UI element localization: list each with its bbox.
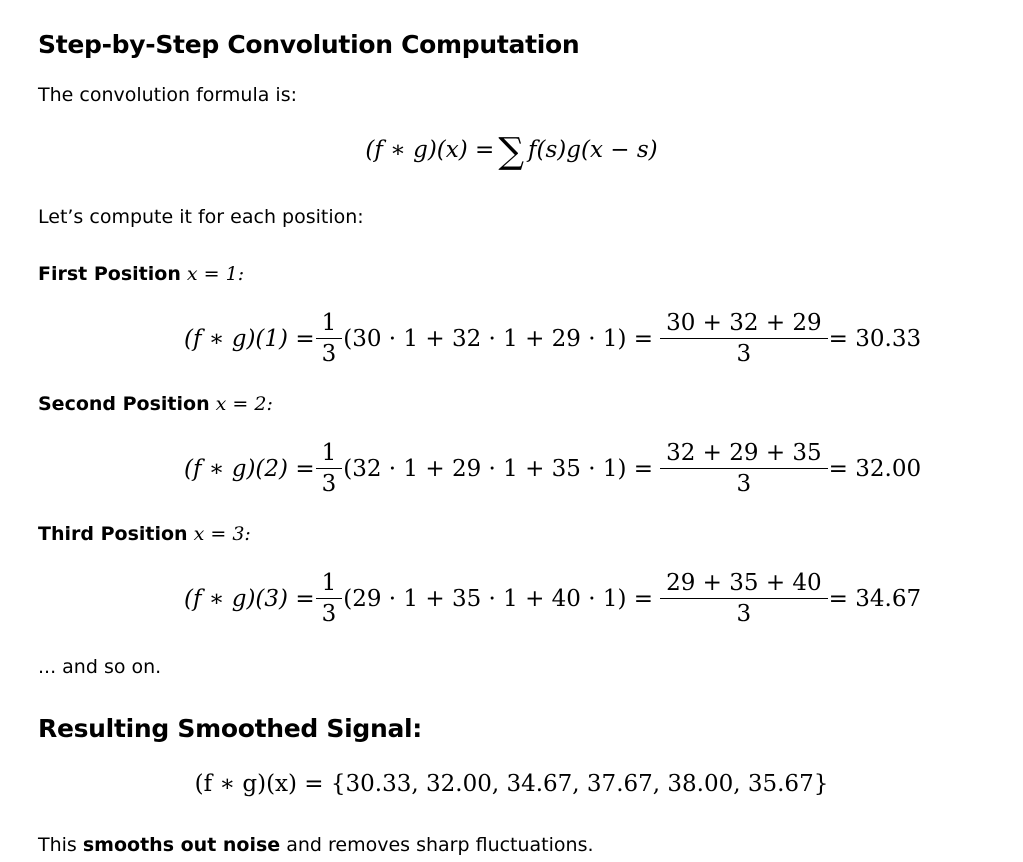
- conclusion-suffix: and removes sharp fluctuations.: [280, 834, 594, 856]
- conclusion-bold: smooths out noise: [82, 834, 281, 856]
- coef-numerator: 1: [321, 310, 337, 336]
- compute-intro-text: Let’s compute it for each position:: [38, 206, 364, 228]
- formula-rhs: f(s)g(x − s): [528, 137, 658, 163]
- result-formula: [0, 771, 1023, 797]
- coef-denominator: 3: [316, 338, 343, 367]
- position-2-var: x = 2:: [215, 393, 273, 415]
- position-3-equation: [0, 570, 1023, 627]
- position-3-lhs: (f ∗ g)(3) =: [184, 585, 315, 612]
- fraction-numerator: 32 + 29 + 35: [666, 440, 822, 466]
- position-1-var: x = 1:: [186, 263, 245, 285]
- position-1-expansion: (30 · 1 + 32 · 1 + 29 · 1) =: [343, 325, 654, 352]
- fraction-denominator: 3: [660, 468, 828, 497]
- position-3-var: x = 3:: [193, 523, 251, 545]
- fraction-denominator: 3: [660, 598, 828, 627]
- position-1-result: = 30.33: [828, 325, 922, 352]
- result-heading: Resulting Smoothed Signal:: [38, 714, 422, 743]
- position-1-lhs: (f ∗ g)(1) =: [184, 325, 315, 352]
- position-2-coefficient: [319, 440, 340, 497]
- coef-numerator: 1: [321, 440, 337, 466]
- intro-text: The convolution formula is:: [38, 84, 297, 106]
- page-title: Step-by-Step Convolution Computation: [38, 30, 580, 59]
- position-1-heading: [38, 263, 244, 285]
- position-1-equation: [0, 310, 1023, 367]
- and-so-on-text: ... and so on.: [38, 656, 162, 678]
- position-1-label: First Position: [38, 263, 181, 285]
- position-3-heading: [38, 523, 251, 545]
- convolution-formula: [0, 131, 1023, 172]
- position-2-result: = 32.00: [828, 455, 922, 482]
- conclusion-text: [38, 834, 594, 856]
- position-3-fraction: [663, 570, 825, 627]
- position-2-lhs: (f ∗ g)(2) =: [184, 455, 315, 482]
- formula-lhs: (f ∗ g)(x) =: [365, 137, 495, 163]
- position-2-label: Second Position: [38, 393, 210, 415]
- fraction-numerator: 29 + 35 + 40: [666, 570, 822, 596]
- position-2-heading: [38, 393, 273, 415]
- position-2-equation: [0, 440, 1023, 497]
- position-1-coefficient: [319, 310, 340, 367]
- fraction-numerator: 30 + 32 + 29: [666, 310, 822, 336]
- conclusion-prefix: This: [38, 834, 83, 856]
- position-1-fraction: [663, 310, 825, 367]
- coef-denominator: 3: [316, 598, 343, 627]
- position-2-expansion: (32 · 1 + 29 · 1 + 35 · 1) =: [343, 455, 654, 482]
- fraction-denominator: 3: [660, 338, 828, 367]
- position-3-label: Third Position: [38, 523, 188, 545]
- position-2-fraction: [663, 440, 825, 497]
- position-3-expansion: (29 · 1 + 35 · 1 + 40 · 1) =: [343, 585, 654, 612]
- sum-symbol: ∑: [498, 131, 525, 172]
- result-formula-text: (f ∗ g)(x) = {30.33, 32.00, 34.67, 37.67, 38.00, 35.67}: [194, 771, 829, 797]
- coef-numerator: 1: [321, 570, 337, 596]
- position-3-coefficient: [319, 570, 340, 627]
- coef-denominator: 3: [316, 468, 343, 497]
- position-3-result: = 34.67: [828, 585, 922, 612]
